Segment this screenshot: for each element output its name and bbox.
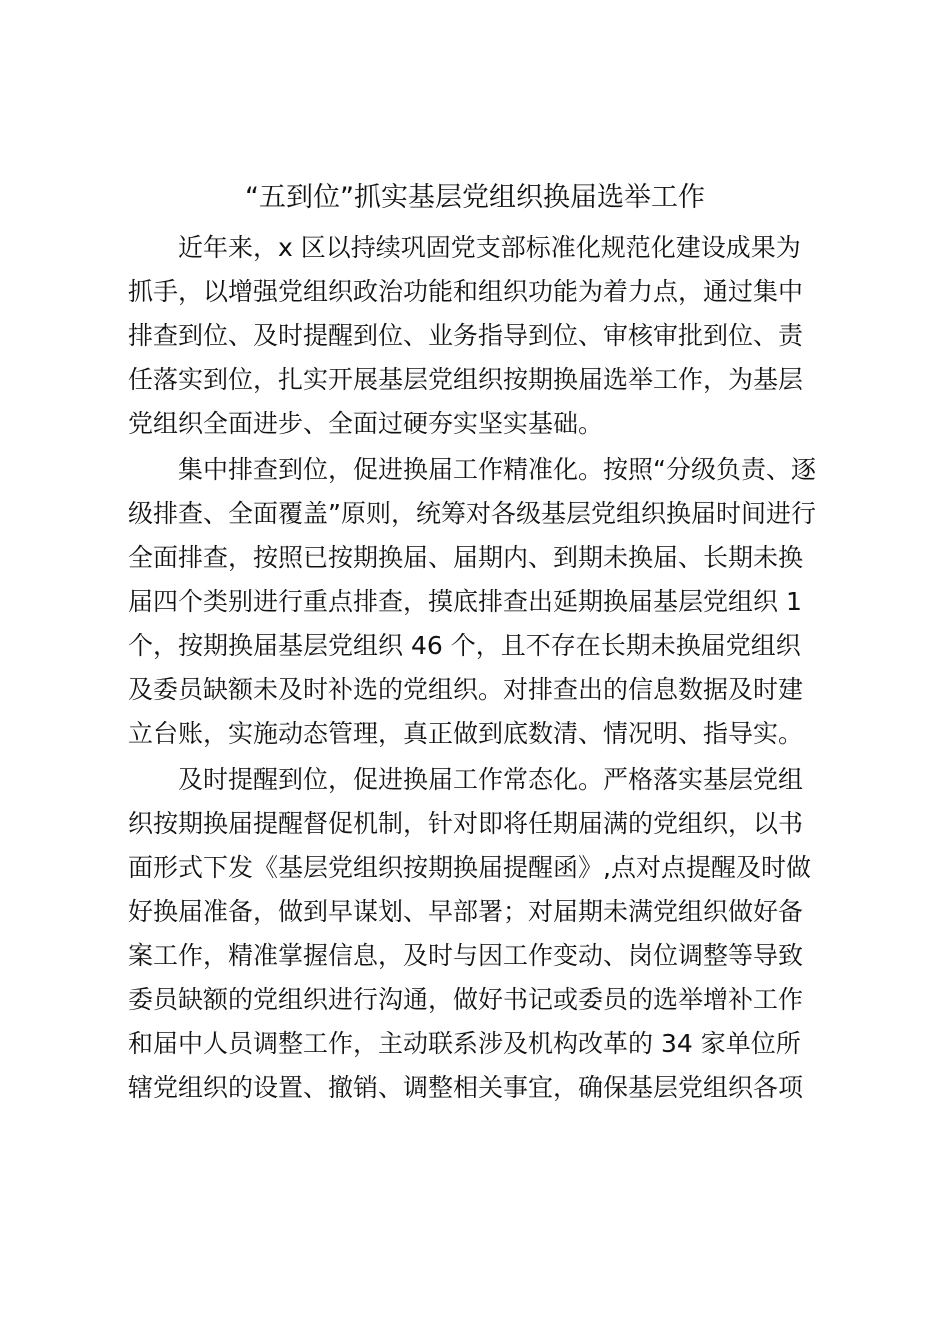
paragraph-line: 党组织全面进步、全面过硬夯实坚实基础。 xyxy=(128,409,604,438)
paragraph-line: 全面排查，按照已按期换届、届期内、到期未换届、长期未换 xyxy=(128,543,804,572)
paragraph-line: 届四个类别进行重点排查，摸底排查出延期换届基层党组织 1 xyxy=(128,587,802,616)
paragraph-line: 好换届准备，做到早谋划、早部署；对届期未满党组织做好备 xyxy=(128,897,804,926)
paragraph-line: 及委员缺额未及时补选的党组织。对排查出的信息数据及时建 xyxy=(128,675,804,704)
paragraph-line: 面形式下发《基层党组织按期换届提醒函》,点对点提醒及时做 xyxy=(128,853,811,882)
paragraph-line: 排查到位、及时提醒到位、业务指导到位、审核审批到位、责 xyxy=(128,321,804,350)
paragraph-line: 立台账，实施动态管理，真正做到底数清、情况明、指导实。 xyxy=(128,719,804,748)
paragraph-line: 辖党组织的设置、撤销、调整相关事宜，确保基层党组织各项 xyxy=(128,1073,804,1102)
paragraph-line: 和届中人员调整工作，主动联系涉及机构改革的 34 家单位所 xyxy=(128,1029,801,1058)
document-title: “五到位”抓实基层党组织换届选举工作 xyxy=(245,182,705,213)
paragraph-line: 级排查、全面覆盖”原则，统筹对各级基层党组织换届时间进行 xyxy=(128,499,816,528)
paragraph-line: 个，按期换届基层党组织 46 个，且不存在长期未换届党组织 xyxy=(128,631,801,660)
paragraph-line: 任落实到位，扎实开展基层党组织按期换届选举工作，为基层 xyxy=(128,365,804,394)
paragraph-line: 委员缺额的党组织进行沟通，做好书记或委员的选举增补工作 xyxy=(128,985,804,1014)
paragraph-line: 案工作，精准掌握信息，及时与因工作变动、岗位调整等导致 xyxy=(128,941,804,970)
paragraph-line: 近年来，x 区以持续巩固党支部标准化规范化建设成果为 xyxy=(128,233,801,262)
paragraph-line: 及时提醒到位，促进换届工作常态化。严格落实基层党组 xyxy=(128,765,804,794)
paragraph-line: 抓手，以增强党组织政治功能和组织功能为着力点，通过集中 xyxy=(128,277,804,306)
paragraph-line: 织按期换届提醒督促机制，针对即将任期届满的党组织，以书 xyxy=(128,809,804,838)
paragraph-line: 集中排查到位，促进换届工作精准化。按照“分级负责、逐 xyxy=(128,455,816,484)
